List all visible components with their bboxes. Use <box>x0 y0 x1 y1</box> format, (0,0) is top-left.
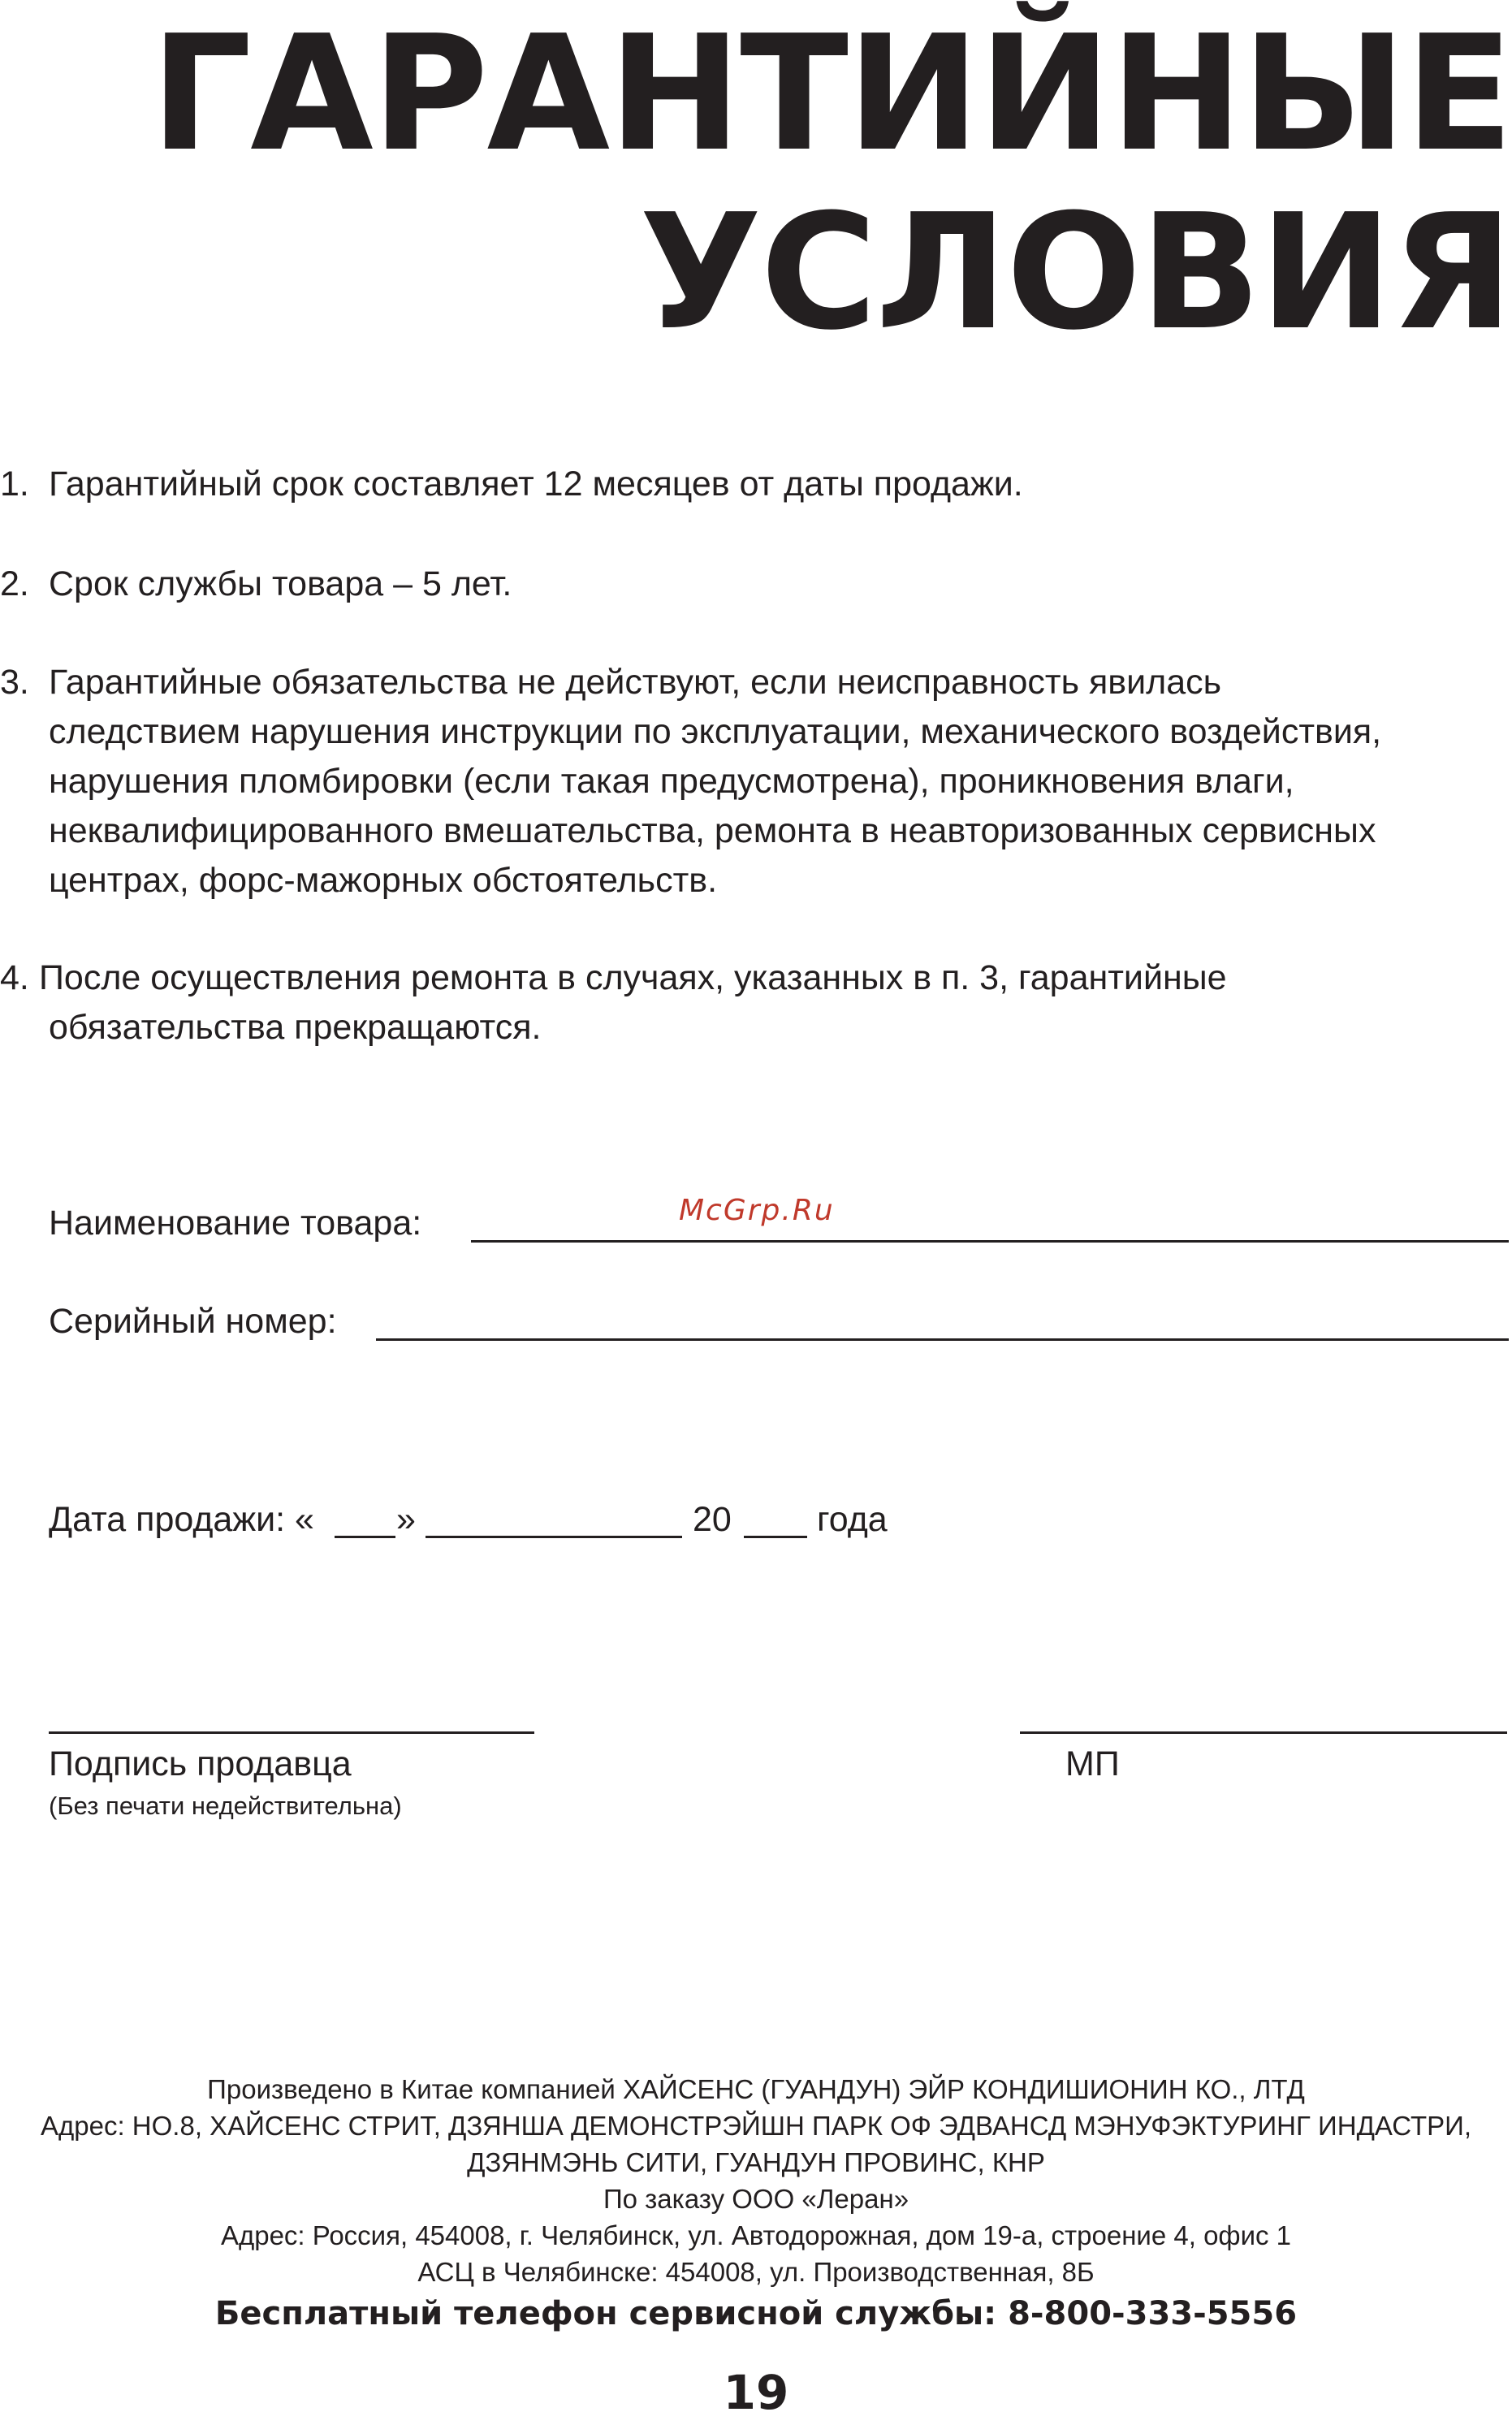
footer-line-1: Произведено в Китае компанией ХАЙСЕНС (ГУАНДУН) ЭЙР КОНДИШИОНИН КО., ЛТД <box>207 2074 1305 2104</box>
term-text-3-line-5: центрах, форс-мажорных обстоятельств. <box>49 861 718 900</box>
serial-number-label: Серийный номер: <box>49 1302 337 1341</box>
sale-month-field[interactable] <box>426 1536 682 1538</box>
term-text-4-line-1: После осуществления ремонта в случаях, указанных в п. 3, гарантийные <box>39 958 1227 997</box>
term-number-1: 1. <box>0 465 29 504</box>
term-text-3-line-1: Гарантийные обязательства не действуют, если неисправность явилась <box>49 663 1222 702</box>
product-name-label: Наименование товара: <box>49 1204 422 1243</box>
term-text-1: Гарантийный срок составляет 12 месяцев от даты продажи. <box>49 465 1023 504</box>
sale-year-prefix: 20 <box>693 1500 732 1539</box>
footer-line-3: ДЗЯНМЭНЬ СИТИ, ГУАНДУН ПРОВИНС, КНР <box>467 2147 1045 2177</box>
page-title-line-1: ГАРАНТИЙНЫЕ <box>150 2 1512 187</box>
sale-date-close-quote: » <box>396 1500 416 1539</box>
term-number-2: 2. <box>0 564 29 603</box>
service-hotline: Бесплатный телефон сервисной службы: 8-800-333-5556 <box>214 2295 1298 2332</box>
term-text-3-line-3: нарушения пломбировки (если такая предусмотрена), проникновения влаги, <box>49 762 1294 801</box>
term-number-3: 3. <box>0 663 29 702</box>
serial-number-field[interactable] <box>376 1338 1509 1341</box>
product-name-field[interactable] <box>471 1240 1509 1243</box>
term-text-4-line-2: обязательства прекращаются. <box>49 1008 542 1047</box>
seller-signature-label: Подпись продавца <box>49 1744 352 1783</box>
footer-line-2: Адрес: НО.8, ХАЙСЕНС СТРИТ, ДЗЯНША ДЕМОНСТРЭЙШН ПАРК ОФ ЭДВАНСД МЭНУФЭКТУРИНГ ИНДАСТРИ, <box>40 2111 1472 2141</box>
sale-date-label: Дата продажи: « <box>49 1500 314 1539</box>
seller-signature-note: (Без печати недействительна) <box>49 1792 402 1820</box>
term-text-3-line-2: следствием нарушения инструкции по эксплуатации, механического воздействия, <box>49 712 1382 751</box>
stamp-line[interactable] <box>1020 1731 1507 1734</box>
term-text-3-line-4: неквалифицированного вмешательства, ремонта в неавторизованных сервисных <box>49 811 1376 850</box>
term-text-2: Срок службы товара – 5 лет. <box>49 564 512 603</box>
footer-line-5: Адрес: Россия, 454008, г. Челябинск, ул. Автодорожная, дом 19-а, строение 4, офис 1 <box>220 2220 1292 2250</box>
footer-line-4: По заказу ООО «Леран» <box>603 2184 909 2214</box>
page-title-line-2: УСЛОВИЯ <box>639 180 1512 365</box>
stamp-label: МП <box>1065 1744 1120 1783</box>
term-number-4: 4. <box>0 958 29 997</box>
seller-signature-line[interactable] <box>49 1731 534 1734</box>
page-number: 19 <box>723 2365 789 2420</box>
sale-year-field[interactable] <box>744 1536 807 1538</box>
sale-year-suffix: года <box>817 1500 888 1539</box>
watermark: McGrp.Ru <box>679 1194 835 1227</box>
sale-day-field[interactable] <box>335 1536 395 1538</box>
footer-line-6: АСЦ в Челябинске: 454008, ул. Производственная, 8Б <box>417 2257 1095 2287</box>
